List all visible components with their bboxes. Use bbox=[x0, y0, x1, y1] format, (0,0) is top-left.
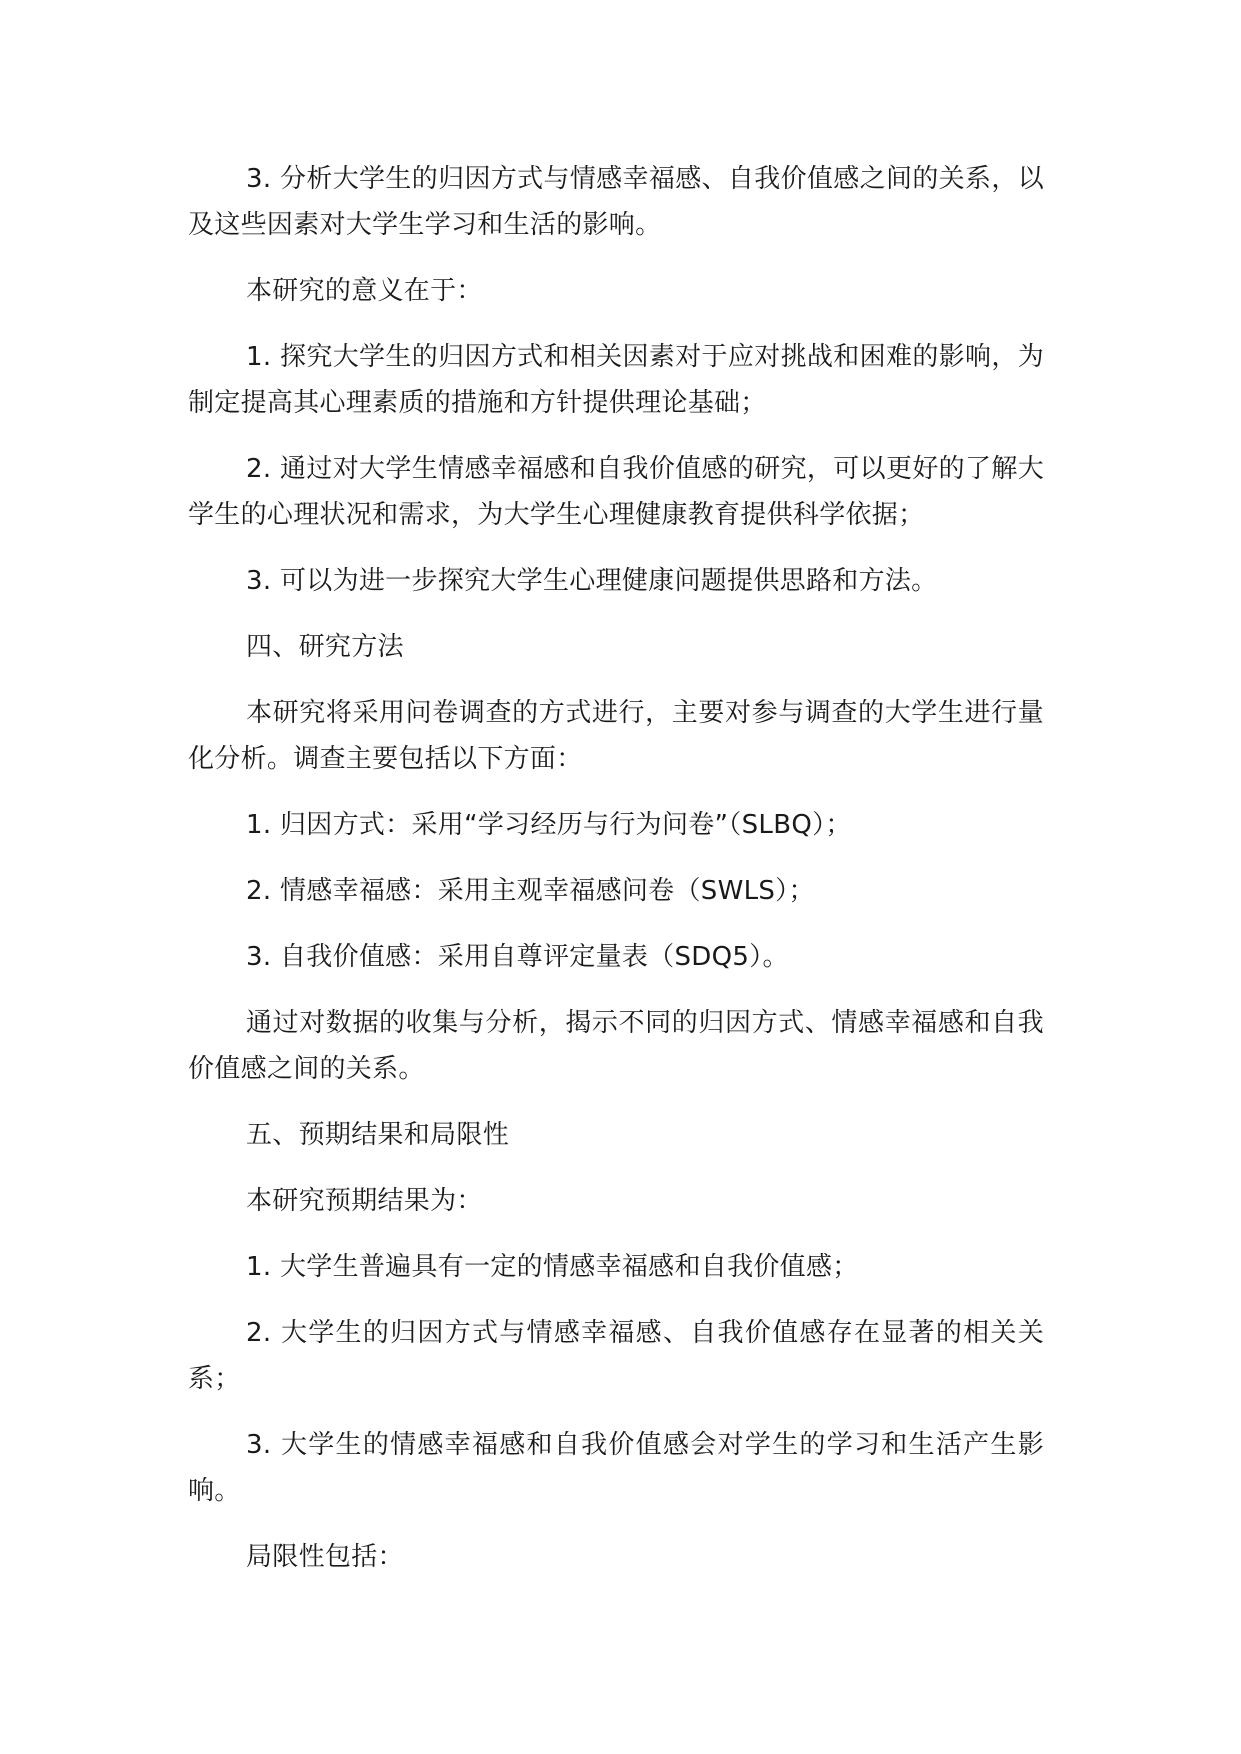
section-heading-methods: 四、研究方法 bbox=[246, 632, 404, 662]
methods-item-2: 2. 情感幸福感：采用主观幸福感问卷（SWLS）； bbox=[246, 876, 815, 906]
results-item-3: 3. 大学生的情感幸福感和自我价值感会对学生的学习和生活产生影响。 bbox=[188, 1430, 1044, 1506]
significance-item-1: 1. 探究大学生的归因方式和相关因素对于应对挑战和困难的影响，为制定提高其心理素质的措施和方针提供理论基础； bbox=[188, 342, 1044, 418]
results-item-2: 2. 大学生的归因方式与情感幸福感、自我价值感存在显著的相关关系； bbox=[188, 1318, 1044, 1394]
significance-item-2: 2. 通过对大学生情感幸福感和自我价值感的研究，可以更好的了解大学生的心理状况和需求，为大学生心理健康教育提供科学依据； bbox=[188, 454, 1044, 530]
methods-intro: 本研究将采用问卷调查的方式进行，主要对参与调查的大学生进行量化分析。调查主要包括以下方面： bbox=[188, 698, 1044, 774]
significance-item-3: 3. 可以为进一步探究大学生心理健康问题提供思路和方法。 bbox=[246, 566, 938, 596]
methods-item-1: 1. 归因方式：采用“学习经历与行为问卷”（SLBQ）； bbox=[246, 810, 852, 840]
results-item-1: 1. 大学生普遍具有一定的情感幸福感和自我价值感； bbox=[246, 1252, 859, 1282]
results-intro: 本研究预期结果为： bbox=[246, 1186, 483, 1216]
methods-summary: 通过对数据的收集与分析，揭示不同的归因方式、情感幸福感和自我价值感之间的关系。 bbox=[188, 1008, 1044, 1084]
objective-3-paragraph: 3. 分析大学生的归因方式与情感幸福感、自我价值感之间的关系，以及这些因素对大学生学习和生活的影响。 bbox=[188, 164, 1044, 240]
section-heading-results: 五、预期结果和局限性 bbox=[246, 1120, 510, 1150]
methods-item-3: 3. 自我价值感：采用自尊评定量表（SDQ5）。 bbox=[246, 942, 789, 972]
document-body bbox=[188, 156, 1044, 1600]
significance-intro: 本研究的意义在于： bbox=[246, 276, 483, 306]
limitations-intro: 局限性包括： bbox=[246, 1542, 404, 1572]
